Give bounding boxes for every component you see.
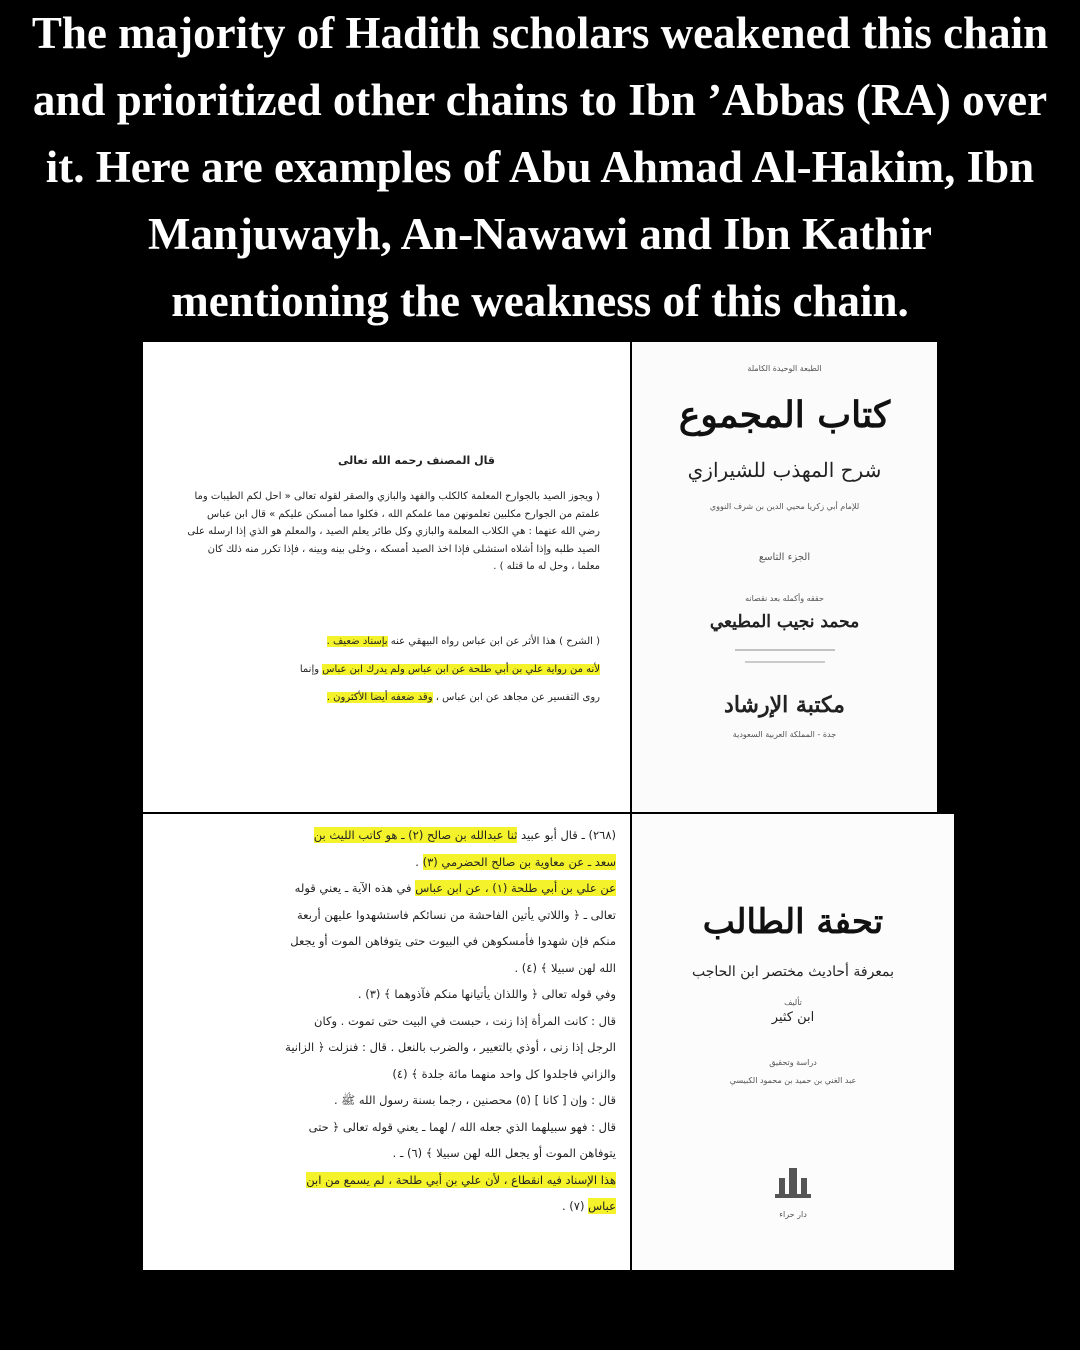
tafsir-line: قال : فهو سبيلهما الذي جعله الله / لهما ـ يعني قوله تعالى ﴿ حتى: [308, 1119, 616, 1134]
tafsir-line: تعالى ـ ﴿ واللاتي يأتين الفاحشة من نسائكم فاستشهدوا عليهن أربعة: [297, 907, 616, 922]
cover-editor: عبد الغني بن حميد بن محمود الكبيسي: [729, 1076, 857, 1085]
scan-collage: [143, 342, 954, 1270]
tafsir-line: قال : كانت المرأة إذا زنت ، حبست في البيت حتى تموت . وكان: [314, 1013, 616, 1028]
tafsir-line: الرجل إذا زنى ، أوذي بالتعيير ، والضرب بالنعل . قال : فنزلت ﴿ الزانية: [285, 1040, 616, 1054]
cover-divider: [632, 642, 937, 677]
sharh-line: [183, 684, 600, 712]
headline: [0, 0, 1080, 335]
tafsir-line: عباس (٧) .: [561, 1199, 616, 1213]
tuhfa-cover-scan: [632, 814, 954, 1270]
cover-author: ابن كثير: [771, 1010, 815, 1025]
cover-edition: الطبعة الوحيدة الكاملة: [747, 364, 822, 373]
headline-line: it. Here are examples of Abu Ahmad Al-Hakim, Ibn: [45, 142, 1035, 192]
cover-publisher: مكتبة الإرشاد: [724, 692, 845, 718]
headline-line: Manjuwayh, An-Nawawi and Ibn Kathir: [148, 209, 932, 259]
tafsir-line: عن علي بن أبي طلحة (١) ، عن ابن عباس في هذه الآية ـ يعني قوله: [294, 881, 616, 895]
highlighted-text: عباس: [588, 1199, 616, 1213]
sharh-text: روى التفسير عن مجاهد عن ابن عباس ،: [432, 692, 600, 703]
cover-title: كتاب المجموع: [678, 394, 891, 436]
publisher-logo-icon: [771, 1166, 815, 1206]
headline-line: and prioritized other chains to Ibn ’Abbas (RA) over: [32, 75, 1048, 125]
tafsir-line: يتوفاهن الموت أو يجعل الله لهن سبيلا ﴾ (٦) ـ .: [392, 1146, 616, 1160]
sharh-line: [183, 628, 600, 656]
cover-publisher: دار حراء: [779, 1210, 807, 1219]
tafsir-line: منكم فإن شهدوا فأمسكوهن في البيوت حتى يتوفاهن الموت أو يجعل: [290, 934, 616, 948]
sharh-text: وإنما: [299, 664, 323, 675]
cover-subtitle: بمعرفة أحاديث مختصر ابن الحاجب: [691, 964, 895, 980]
sharh-line: [183, 656, 600, 684]
sharh-text: ( الشرح ) هذا الأثر عن ابن عباس رواه البيهقي عنه: [387, 636, 600, 647]
highlighted-text: بإسناد ضعيف .: [326, 636, 388, 647]
majmu-page-title: قال المصنف رحمه الله تعالى: [338, 454, 495, 467]
majmu-sharh: [183, 628, 600, 712]
tafsir-line: [157, 1167, 616, 1194]
tafsir-line: سعد ـ عن معاوية بن صالح الحضرمي (٣) .: [415, 854, 616, 869]
headline-line: The majority of Hadith scholars weakened this chain: [31, 8, 1049, 58]
tafsir-line: والزاني فاجلدوا كل واحد منهما مائة جلدة ﴾ (٤): [392, 1066, 616, 1081]
tafsir-line: قال : وإن [ كانا ] (٥) محصنين ، رجما بسنة رسول الله ﷺ .: [333, 1093, 616, 1107]
cover-author: للإمام أبي زكريا محيي الدين بن شرف النووي: [709, 502, 860, 511]
cover-completed-by: حققه وأكمله بعد نقصانه: [745, 594, 824, 603]
tafsir-page-scan: [143, 814, 630, 1270]
highlighted-text: وقد ضعفه أيضا الأكثرون .: [326, 692, 433, 703]
highlighted-text: هذا الإسناد فيه انقطاع ، لأن علي بن أبي طلحة ، لم يسمع من ابن: [306, 1172, 616, 1187]
tafsir-line: وفي قوله تعالى ﴿ واللذان يأتيانها منكم فآذوهما ﴾ (٣) .: [357, 987, 616, 1001]
cover-by-label: تأليف: [784, 998, 802, 1007]
cover-subtitle: شرح المهذب للشيرازي: [687, 458, 882, 482]
majmu-page-scan: [143, 342, 630, 812]
cover-editor: محمد نجيب المطيعي: [709, 612, 860, 632]
cover-edit-label: دراسة وتحقيق: [769, 1058, 817, 1067]
tafsir-page-body: [157, 822, 616, 1220]
majmu-cover-scan: [632, 342, 937, 812]
tafsir-line: (٢٦٨) ـ قال أبو عبيد ثنا عبدالله بن صالح (٢) ـ هو كاتب الليث بن: [313, 828, 616, 842]
cover-title: تحفة الطالب: [702, 902, 884, 942]
tafsir-line: الله لهن سبيلا ﴾ (٤) .: [514, 960, 616, 975]
highlighted-text: سعد ـ عن معاوية بن صالح الحضرمي (٣): [422, 854, 616, 869]
ornament-icon: [725, 642, 845, 672]
highlighted-text: لأنه من رواية علي بن أبي طلحة عن ابن عباس ولم يدرك ابن عباس: [322, 664, 600, 675]
cover-city: جدة - المملكة العربية السعودية: [732, 730, 837, 739]
headline-line: mentioning the weakness of this chain.: [171, 276, 909, 326]
highlighted-text: عن علي بن أبي طلحة (١) ، عن ابن عباس: [415, 881, 616, 895]
majmu-page-body: ( ويجوز الصيد بالجوارح المعلمة كالكلب والفهد والبازي والصقر لقوله تعالى « احل لكم الطيبات وما علمتم من الجوارح مكلبين تعلمونهن مما علمكم الله ، فكلوا مما أمسكن عليكم » قال ابن عباس رضي الله عنهما : هي الكلاب المعلمة والبازي وكل طائر يعلم الصيد ، والمعلم هو الذي إذا ارسله على الصيد طلبه وإذا أشلاه استشلى فإذا اخذ الصيد أمسكه ، وخلى بينه وبينه ، فإذا تكرر منه ذلك كان معلما ، وحل له ما قتله ) .: [187, 491, 600, 572]
cover-volume: الجزء التاسع: [758, 552, 811, 563]
highlighted-text: ثنا عبدالله بن صالح (٢) ـ هو كاتب الليث بن: [313, 828, 518, 842]
